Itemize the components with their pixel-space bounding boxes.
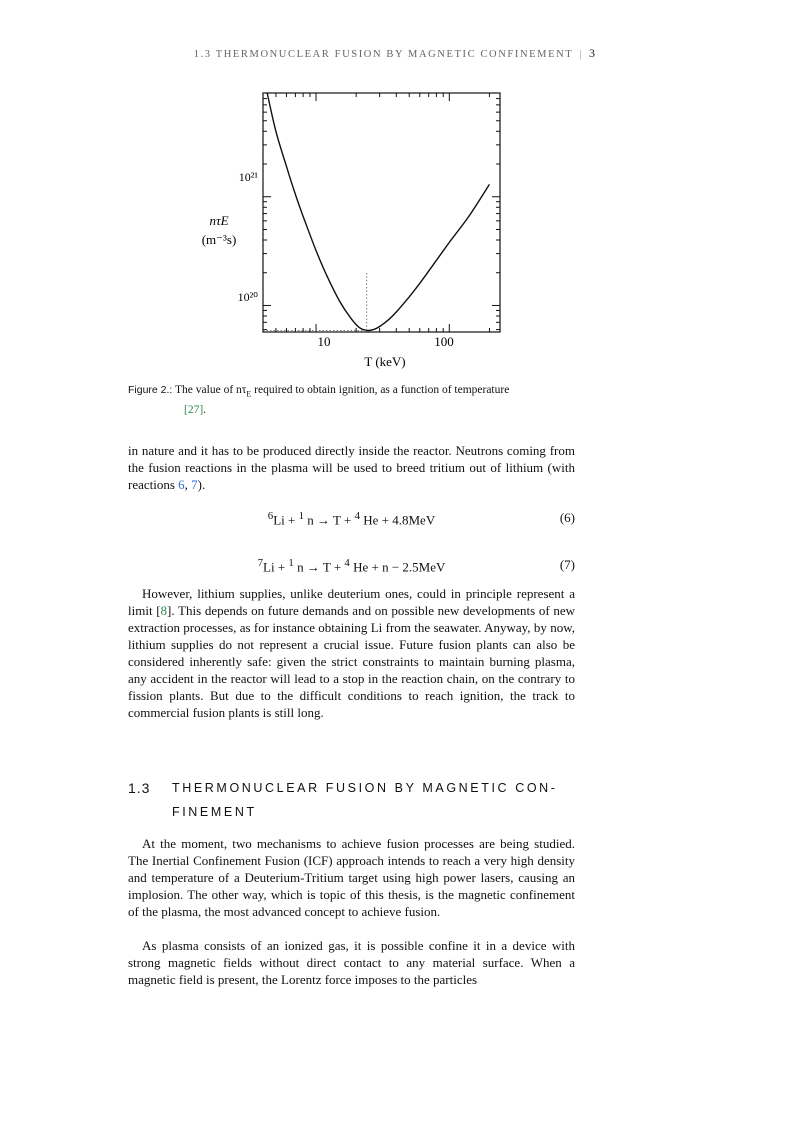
- equation-7-number: (7): [559, 557, 575, 572]
- plot-frame: [263, 93, 500, 332]
- paragraph-tritium-mid: ,: [184, 477, 192, 492]
- paragraph-lithium-text: However, lithium supplies, unlike deuterium ones, could in principle represent a limit [: [128, 586, 575, 618]
- caption-text: The value of nτ: [175, 384, 247, 396]
- equation-6-sup-b: 1: [298, 510, 305, 522]
- x-tick-10: 10: [317, 334, 331, 349]
- equation-7-part-a: Li +: [263, 559, 289, 575]
- equation-ref-7-link[interactable]: 7: [191, 477, 198, 492]
- caption-subscript: E: [246, 389, 252, 399]
- equation-6-number: (6): [559, 510, 575, 525]
- equation-7-sup-a: 7: [257, 557, 264, 569]
- section-number: 1.3: [128, 780, 151, 796]
- section-title-line1: THERMONUCLEAR FUSION BY MAGNETIC CON-: [172, 781, 558, 795]
- equation-7-part-c: He + n − 2.5MeV: [349, 559, 446, 575]
- equation-7-sup-b: 1: [288, 557, 294, 569]
- paragraph-lithium: [128, 585, 575, 721]
- equation-6-sup-a: 6: [267, 510, 274, 522]
- paragraph-tritium-end: ).: [197, 477, 206, 492]
- equation-6-part-c: He + 4.8MeV: [360, 512, 436, 528]
- paragraph-plasma: As plasma consists of an ionized gas, it is possible confine it in a device with strong magnetic fields without direct contact to any material surface. When a magnetic field is present, the Lorentz force imposes to the particles: [128, 938, 575, 987]
- ignition-chart: [195, 86, 525, 371]
- caption-citation-link[interactable]: [27]: [184, 404, 204, 417]
- equation-6-part-b: n → T +: [304, 512, 355, 528]
- y-axis-label-line1: nτE: [209, 213, 229, 228]
- equation-7-expression: [128, 557, 575, 575]
- running-header: [128, 46, 595, 61]
- caption-end: .: [203, 404, 207, 417]
- page-number: 3: [589, 46, 595, 60]
- paragraph-mechanisms: At the moment, two mechanisms to achieve fusion processes are being studied. The Inertial Confinement Fusion (ICF) approach intends to reach a very high density and temperature of a Deuterium-Tritium target using high power lasers, causing an implosion. The other way, which is topic of this thesis, is the magnetic confinement of the plasma, the most advanced concept to achieve fusion.: [128, 836, 575, 919]
- y-tick-1e20: 10²⁰: [237, 290, 258, 304]
- running-title: 1.3 THERMONUCLEAR FUSION BY MAGNETIC CONFINEMENT: [193, 49, 574, 60]
- equation-ref-6-link[interactable]: 6: [178, 477, 185, 492]
- paragraph-tritium-text: in nature and it has to be produced directly inside the reactor. Neutrons coming from the fusion reactions in the plasma will be used to breed tritium out of lithium (with reactions: [128, 443, 575, 492]
- caption-rest: required to obtain ignition, as a function of temperature: [251, 384, 510, 396]
- equation-7-part-b: n → T +: [293, 559, 345, 575]
- x-tick-100: 100: [434, 334, 454, 349]
- ignition-curve-line: [267, 93, 489, 331]
- section-title-line2: FINEMENT: [172, 805, 257, 819]
- header-separator: |: [579, 49, 583, 60]
- citation-8-link[interactable]: 8: [160, 603, 168, 618]
- equation-6-expression: [128, 510, 575, 528]
- paragraph-lithium-rest: ]. This depends on future demands and on possible new developments of new extraction processes, as for instance obtaining Li from the seawater. Anyway, by now, lithium supplies do not represent a crucial issue. Future fusion plants can also be considered inherently safe: given the strict constraints to maintain burning plasma, any accident in the reactor will lead to a stop in the reaction chain, on the contrary to fission plants. But due to the difficult conditions to reach ignition, the track to commercial fusion plants is still long.: [128, 603, 575, 720]
- figure-caption: [128, 382, 576, 418]
- equation-6: [128, 510, 575, 530]
- caption-label: Figure 2.:: [128, 384, 173, 396]
- equation-7-sup-c: 4: [344, 557, 350, 569]
- equation-7: [128, 557, 575, 577]
- equation-6-part-a: Li +: [273, 512, 299, 528]
- y-axis-label-line2: (m⁻³s): [201, 232, 237, 247]
- equation-6-sup-c: 4: [354, 510, 360, 522]
- paragraph-tritium: [128, 442, 575, 493]
- section-heading: [128, 776, 575, 824]
- y-tick-1e21: 10²¹: [238, 170, 258, 184]
- x-axis-label: T (keV): [364, 354, 406, 369]
